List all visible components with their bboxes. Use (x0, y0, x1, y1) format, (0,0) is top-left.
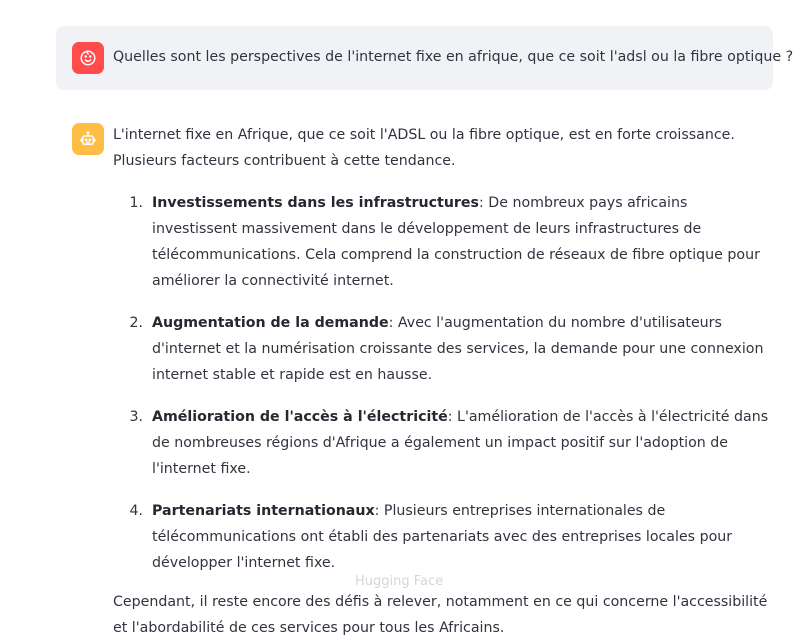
list-item-text: : Avec l'augmentation du nombre d'utilisateurs d'internet et la numérisation croissante des services, la demande pour une connexion internet stable et rapide est en hausse. (152, 315, 764, 383)
list-item-number: 4. (129, 503, 143, 519)
list-item-number: 3. (129, 409, 143, 425)
list-item-title: Investissements dans les infrastructures (152, 195, 479, 211)
user-face-icon (79, 49, 97, 67)
robot-icon (79, 130, 97, 148)
factor-list (113, 190, 773, 576)
user-message (56, 26, 794, 90)
assistant-intro: L'internet fixe en Afrique, que ce soit l'ADSL ou la fibre optique, est en forte croissance. Plusieurs facteurs contribuent à cette tendance. (113, 127, 735, 169)
list-item (113, 190, 773, 294)
assistant-closing: Cependant, il reste encore des défis à relever, notamment en ce qui concerne l'accessibilité et l'abordabilité de ces services pour tous les Africains. (113, 594, 768, 636)
list-item-title: Partenariats internationaux (152, 503, 375, 519)
list-item (113, 404, 773, 482)
list-item-text: : De nombreux pays africains investissent massivement dans le développement de leurs infrastructures de télécommunications. Cela comprend la construction de réseaux de fibre optique pour améliorer la connectivité internet. (152, 195, 760, 289)
assistant-message-body (113, 122, 773, 641)
list-item-title: Amélioration de l'accès à l'électricité (152, 409, 448, 425)
user-avatar (72, 42, 104, 74)
list-item (113, 498, 773, 576)
watermark: Hugging Face (355, 574, 444, 589)
list-item-text: : L'amélioration de l'accès à l'électricité dans de nombreuses régions d'Afrique a également un impact positif sur l'adoption de l'internet fixe. (152, 409, 769, 477)
chat-container (56, 26, 794, 641)
list-item-number: 2. (129, 315, 143, 331)
list-item-text: : Plusieurs entreprises internationales de télécommunications ont établi des partenariats avec des entreprises locales pour développer l'internet fixe. (152, 503, 733, 571)
assistant-avatar (72, 123, 104, 155)
user-message-text: Quelles sont les perspectives de l'internet fixe en afrique, que ce soit l'adsl ou la fibre optique ? (113, 49, 794, 65)
list-item (113, 310, 773, 388)
assistant-message (56, 122, 773, 641)
list-item-title: Augmentation de la demande (152, 315, 389, 331)
list-item-number: 1. (129, 195, 143, 211)
